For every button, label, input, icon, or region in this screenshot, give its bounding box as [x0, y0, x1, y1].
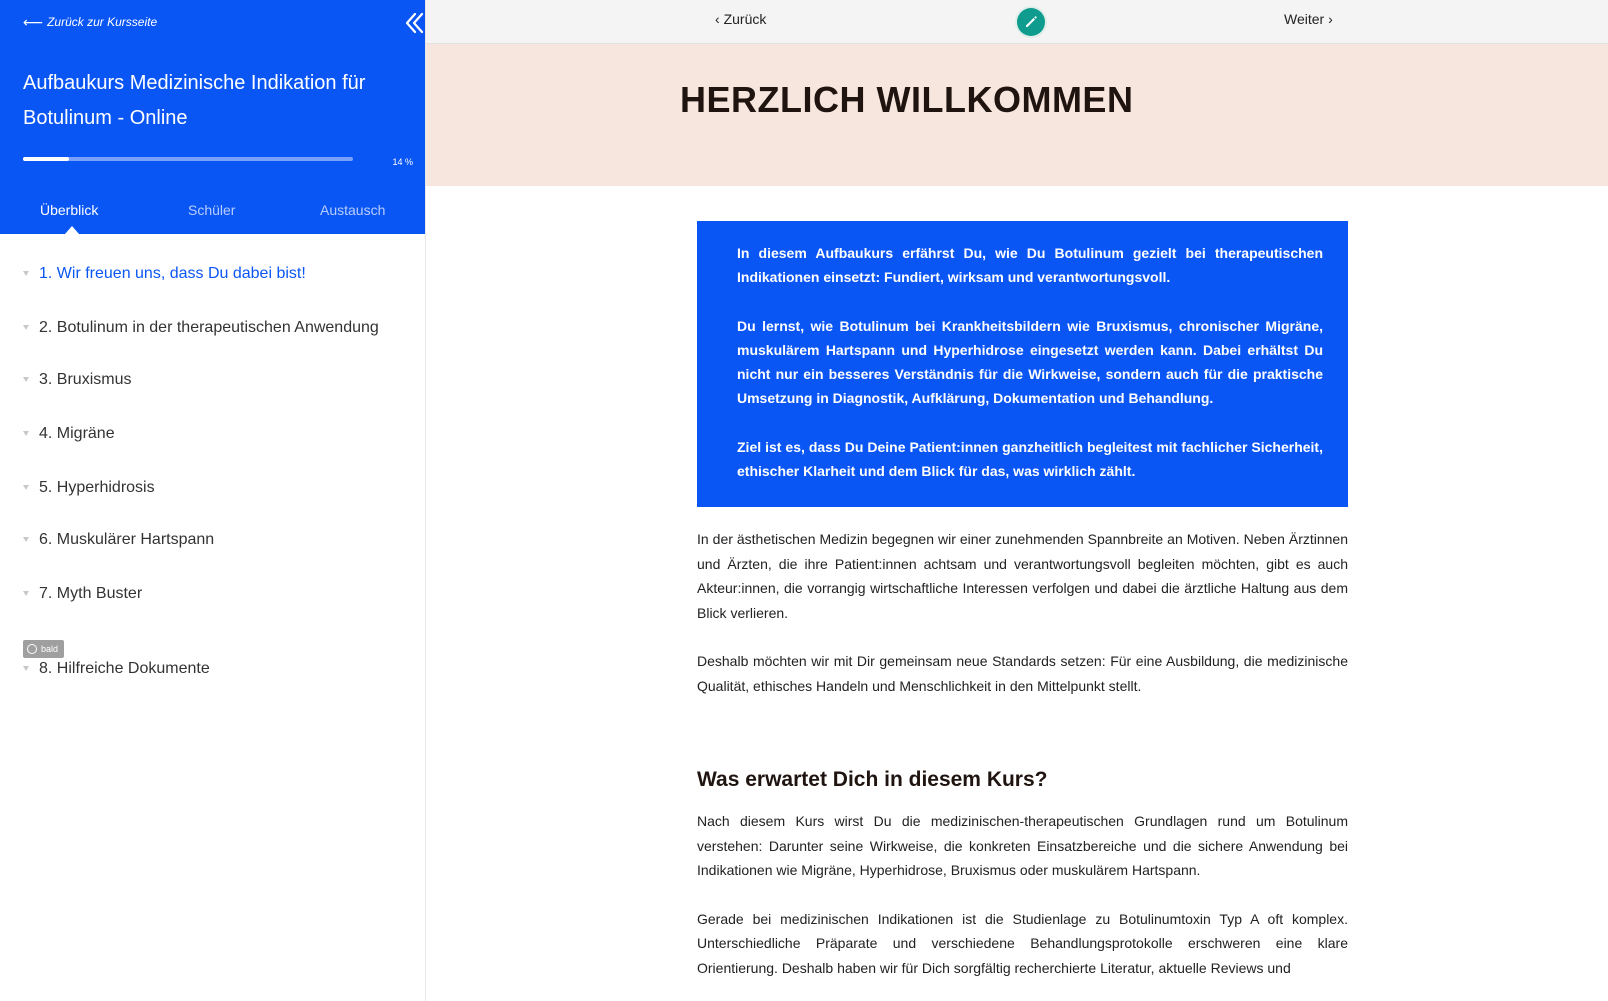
callout-paragraph: Ziel ist es, dass Du Deine Patient:innen ganzheitlich begleitest mit fachlicher Sicherheit, ethischer Klarheit und dem Blick für das, was wirklich zählt. — [737, 439, 1323, 479]
body-paragraph: In der ästhetischen Medizin begegnen wir einer zunehmenden Spannbreite an Motiven. Neben Ärztinnen und Ärzten, die ihre Patient:innen achtsam und verantwortungsvoll begleiten möchten, gibt es auch Akteur:innen, die vorrangig wirtschaftliche Interessen verfolgen und dabei die ärztliche Haltung aus dem Blick verlieren. — [697, 531, 1348, 621]
caret-down-icon — [23, 325, 29, 330]
chapter-label: 6. Muskulärer Hartspann — [39, 531, 215, 548]
chapter-label: 1. Wir freuen uns, dass Du dabei bist! — [39, 265, 306, 282]
pencil-icon — [1023, 14, 1039, 30]
body-paragraph: Deshalb möchten wir mit Dir gemeinsam neue Standards setzen: Für eine Ausbildung, die medizinische Qualität, ethisches Handeln und Menschlichkeit in den Mittelpunkt stellt. — [697, 653, 1348, 694]
chapter-label: 7. Myth Buster — [39, 585, 143, 602]
chapter-label: 4. Migräne — [39, 425, 115, 442]
chapter-item-6[interactable] — [0, 526, 426, 556]
body-paragraph: Gerade bei medizinischen Indikationen ist die Studienlage zu Botulinumtoxin Typ A oft komplex. Unterschiedliche Präparate und verschiedene Behandlungsprotokolle erschweren eine klare Orientierung. Deshalb haben wir für Dich sorgfältig recherchierte Literatur, aktuelle Reviews und — [697, 910, 1348, 976]
chapter-label: 3. Bruxismus — [39, 371, 132, 388]
next-lesson-button[interactable] — [1284, 11, 1333, 27]
lesson-hero — [426, 44, 1608, 186]
lesson-navigation-bar — [426, 0, 1608, 44]
chapter-label: 2. Botulinum in der therapeutischen Anwendung — [39, 319, 379, 336]
course-sidebar — [0, 0, 426, 1001]
course-progress-bar — [23, 157, 353, 161]
chapter-item-8[interactable] — [0, 655, 426, 685]
caret-down-icon — [23, 377, 29, 382]
coming-soon-badge — [23, 640, 64, 658]
section-heading: Was erwartet Dich in diesem Kurs? — [697, 768, 1048, 791]
next-lesson-label: Weiter — [1284, 11, 1325, 27]
tab-students[interactable]: Schüler — [188, 202, 236, 218]
chapter-item-3[interactable] — [0, 366, 426, 396]
collapse-sidebar-button[interactable] — [402, 10, 428, 36]
back-link-label: Zurück zur Kursseite — [47, 15, 158, 29]
arrow-left-icon: ⟵ — [23, 14, 44, 30]
sidebar-header — [0, 0, 425, 234]
callout-paragraph: Du lernst, wie Botulinum bei Krankheitsbildern wie Bruxismus, chronischer Migräne, muskulärem Hartspann und Hyperhidrose eingesetzt werden kann. Dabei erhältst Du nicht nur ein besseres Verständnis für die Wirkweise, sondern auch für die praktische Umsetzung in Diagnostik, Aufklärung, Dokumentation und Behandlung. — [737, 318, 1323, 406]
course-title: Aufbaukurs Medizinische Indikation für Botulinum - Online — [23, 72, 366, 129]
course-progress-percent: 14 % — [392, 157, 413, 167]
clock-icon — [27, 644, 37, 654]
edit-button[interactable] — [1017, 8, 1045, 36]
chapter-item-2[interactable] — [0, 314, 426, 344]
double-chevron-left-icon — [402, 10, 428, 36]
chevron-right-icon: › — [1324, 11, 1333, 27]
chapter-item-7[interactable] — [0, 580, 426, 610]
intro-callout — [697, 221, 1348, 507]
previous-lesson-label: Zurück — [723, 11, 767, 27]
lesson-title: HERZLICH WILLKOMMEN — [680, 79, 1134, 120]
body-paragraph: Nach diesem Kurs wirst Du die medizinischen-therapeutischen Grundlagen rund um Botulinum verstehen: Darunter seine Wirkweise, die konkreten Einsatzbereiche und die sichere Anwendung bei Indikationen wie Migräne, Hyperhidrose, Bruxismus oder muskulärem Hartspann. — [697, 813, 1348, 878]
chapter-label: 8. Hilfreiche Dokumente — [39, 660, 210, 677]
chevron-left-icon: ‹ — [715, 11, 724, 27]
tab-overview[interactable]: Überblick — [40, 202, 99, 218]
caret-down-icon — [23, 666, 29, 671]
chapter-item-4[interactable] — [0, 420, 426, 450]
caret-down-icon — [23, 271, 29, 276]
callout-paragraph: In diesem Aufbaukurs erfährst Du, wie Du Botulinum gezielt bei therapeutischen Indikationen einsetzt: Fundiert, wirksam und verantwortungsvoll. — [737, 245, 1323, 285]
caret-down-icon — [23, 537, 29, 542]
back-to-course-link[interactable] — [23, 15, 157, 29]
caret-down-icon — [23, 431, 29, 436]
chapter-item-5[interactable] — [0, 474, 426, 504]
previous-lesson-button[interactable] — [715, 11, 766, 27]
chapter-item-1[interactable] — [0, 260, 426, 290]
coming-soon-label: bald — [41, 644, 59, 654]
tab-exchange[interactable]: Austausch — [320, 202, 386, 218]
sidebar-tabs — [0, 196, 426, 234]
lesson-content — [697, 221, 1348, 980]
active-tab-indicator — [65, 226, 79, 234]
course-progress-fill — [23, 157, 69, 161]
chapter-label: 5. Hyperhidrosis — [39, 479, 155, 496]
caret-down-icon — [23, 485, 29, 490]
caret-down-icon — [23, 591, 29, 596]
